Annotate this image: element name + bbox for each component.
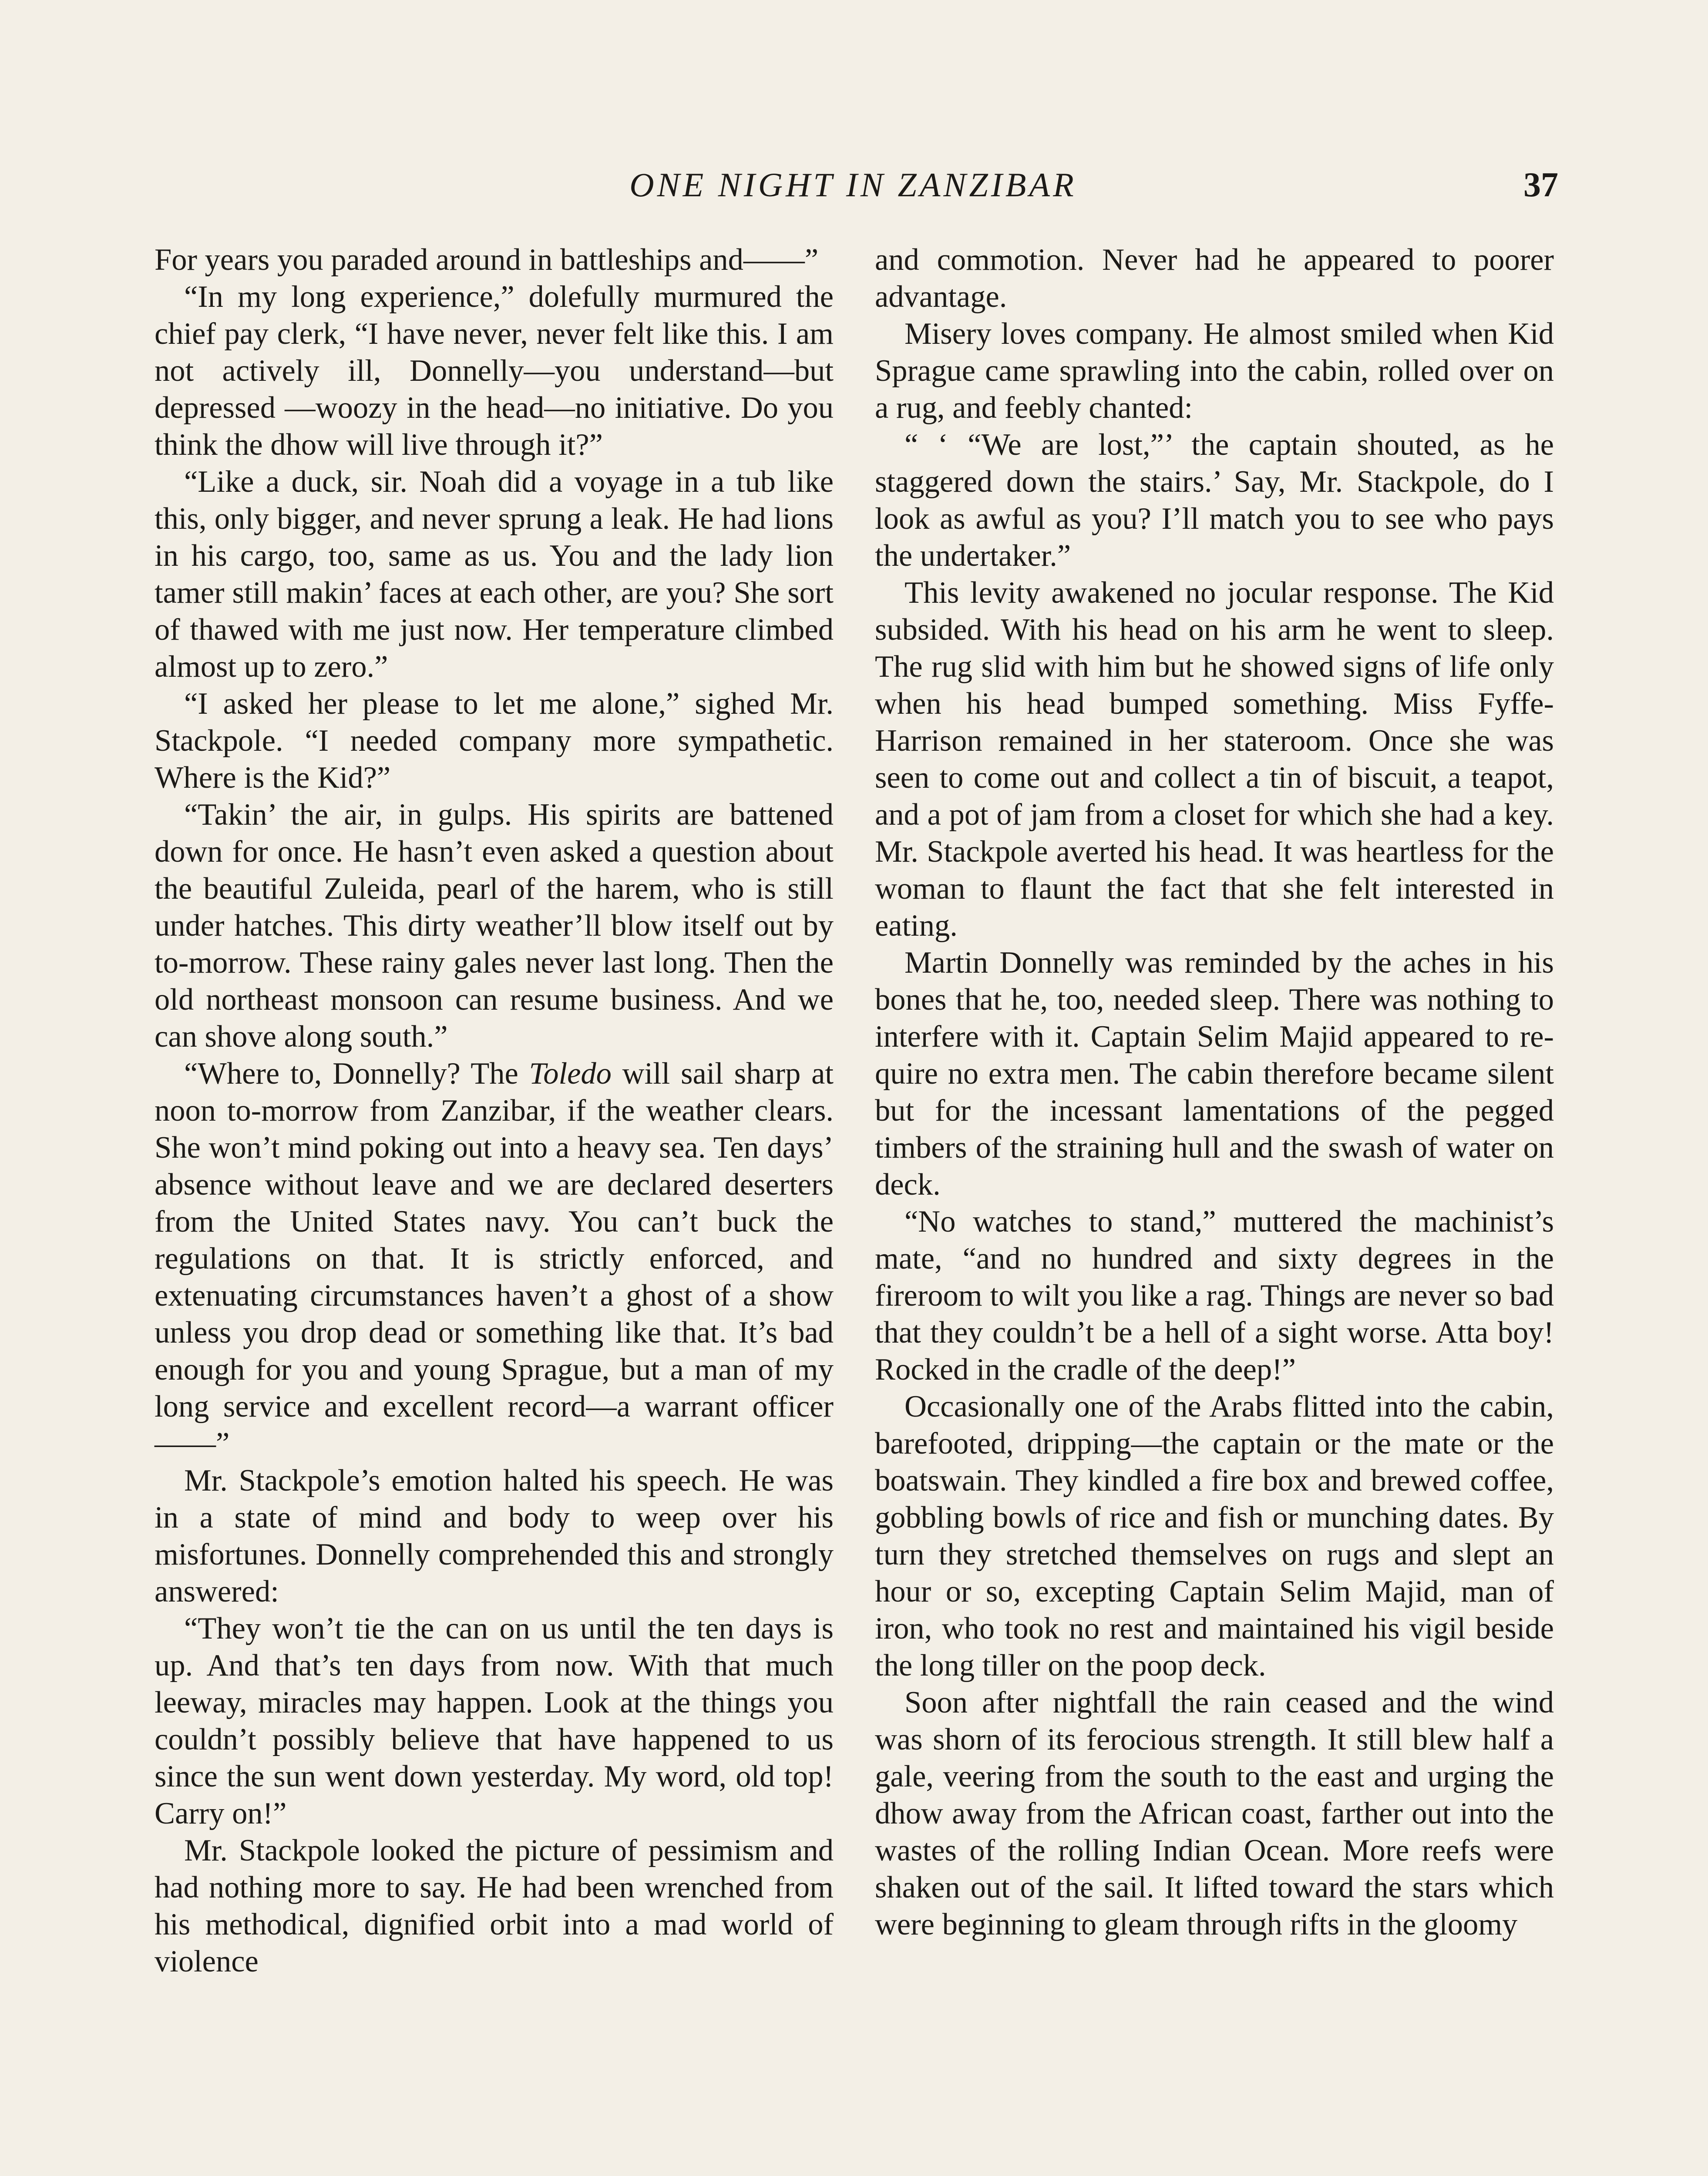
paragraph: “In my long experience,” dolefully murmured the chief pay clerk, “I have never, never felt like this. I am not actively ill, Donnelly—you understand—but depressed —woozy in the head—no initiative. Do you think the dhow will live through it?” <box>155 280 834 462</box>
paragraph: Mr. Stackpole’s emotion halted his speech. He was in a state of mind and body to weep over his misfortunes. Donnelly comprehended this and strongly answered: <box>155 1464 834 1608</box>
paragraph: Soon after nightfall the rain ceased and the wind was shorn of its ferocious strength. It still blew half a gale, veering from the south to the east and urging the dhow away from the African coast, farther out into the wastes of the rolling Indian Ocean. More reefs were shaken out of the sail. It lifted toward the stars which were beginning to gleam through rifts in the gloomy <box>875 1686 1554 1941</box>
paragraph: Misery loves company. He almost smiled when Kid Sprague came sprawling into the cabin, rolled over on a rug, and feebly chanted: <box>875 317 1554 425</box>
page-number: 37 <box>1523 166 1558 204</box>
paragraph-text: “Where to, Donnelly? The <box>184 1057 529 1091</box>
paragraph: This levity awakened no jocular response. The Kid subsided. With his head on his arm he went to sleep. The rug slid with him but he showed signs of life only when his head bumped something. Miss Fyffe-Harrison remained in her stateroom. Once she was seen to come out and collect a tin of biscuit, a teapot, and a pot of jam from a closet for which she had a key. Mr. Stackpole averted his head. It was heartless for the woman to flaunt the fact that she felt interested in eating. <box>875 576 1554 943</box>
running-title: ONE NIGHT IN ZANZIBAR <box>629 166 1077 204</box>
paragraph: “No watches to stand,” muttered the machinist’s mate, “and no hundred and sixty degrees in the fireroom to wilt you like a rag. Things are never so bad that they couldn’t be a hell of a sight worse. Atta boy! Rocked in the cradle of the deep!” <box>875 1205 1554 1387</box>
ship-name: Toledo <box>529 1057 612 1091</box>
paragraph: For years you paraded around in battleships and——” <box>155 243 819 277</box>
paragraph: “Like a duck, sir. Noah did a voyage in a tub like this, only bigger, and never sprung a leak. He had lions in his cargo, too, same as us. You and the lady lion tamer still makin’ faces at each other, are you? She sort of thawed with me just now. Her temperature climbed almost up to zero.” <box>155 465 834 684</box>
paragraph: “I asked her please to let me alone,” sighed Mr. Stackpole. “I needed company more sympathetic. Where is the Kid?” <box>155 687 834 795</box>
paragraph: “ ‘ “We are lost,”’ the captain shouted, as he staggered down the stairs.’ Say, Mr. Stackpole, do I look as awful as you? I’ll match you to see who pays the undertaker.” <box>875 428 1554 573</box>
paragraph: and commotion. Never had he appeared to poorer advantage. <box>875 243 1554 314</box>
paragraph: Occasionally one of the Arabs flitted into the cabin, barefooted, dripping—the captain or the mate or the boatswain. They kindled a fire box and brewed coffee, gobbling bowls of rice and fish or munching dates. By turn they stretched themselves on rugs and slept an hour or so, excepting Captain Selim Majid, man of iron, who took no rest and maintained his vigil beside the long tiller on the poop deck. <box>875 1390 1554 1682</box>
right-column <box>875 242 1554 1943</box>
paragraph: “They won’t tie the can on us until the ten days is up. And that’s ten days from now. With that much leeway, miracles may happen. Look at the things you couldn’t possibly believe that have happened to us since the sun went down yesterday. My word, old top! Carry on!” <box>155 1612 834 1830</box>
paragraph: Martin Donnelly was reminded by the aches in his bones that he, too, needed sleep. There was nothing to interfere with it. Captain Selim Majid appeared to require no extra men. The cabin therefore became silent but for the incessant lamentations of the pegged timbers of the straining hull and the swash of water on deck. <box>875 946 1554 1202</box>
running-head <box>148 161 1558 209</box>
paragraph: “Takin’ the air, in gulps. His spirits are battened down for once. He hasn’t even asked a question about the beautiful Zuleida, pearl of the harem, who is still under hatches. This dirty weather’ll blow itself out by to-morrow. These rainy gales never last long. Then the old northeast monsoon can resume business. And we can shove along south.” <box>155 798 834 1054</box>
left-column <box>155 242 834 1980</box>
paragraph-text: will sail sharp at noon to-morrow from Zanzibar, if the weather clears. She won’t mind poking out into a heavy sea. Ten days’ absence without leave and we are declared deserters from the United States navy. You can’t buck the regulations on that. It is strictly enforced, and extenuating circumstances haven’t a ghost of a show unless you drop dead or something like that. It’s bad enough for you and young Sprague, but a man of my long service and excellent record—a warrant officer——” <box>155 1057 834 1461</box>
paragraph <box>155 1055 834 1462</box>
paragraph: Mr. Stackpole looked the picture of pessimism and had nothing more to say. He had been wrenched from his methodical, dignified orbit into a mad world of violence <box>155 1833 834 1978</box>
